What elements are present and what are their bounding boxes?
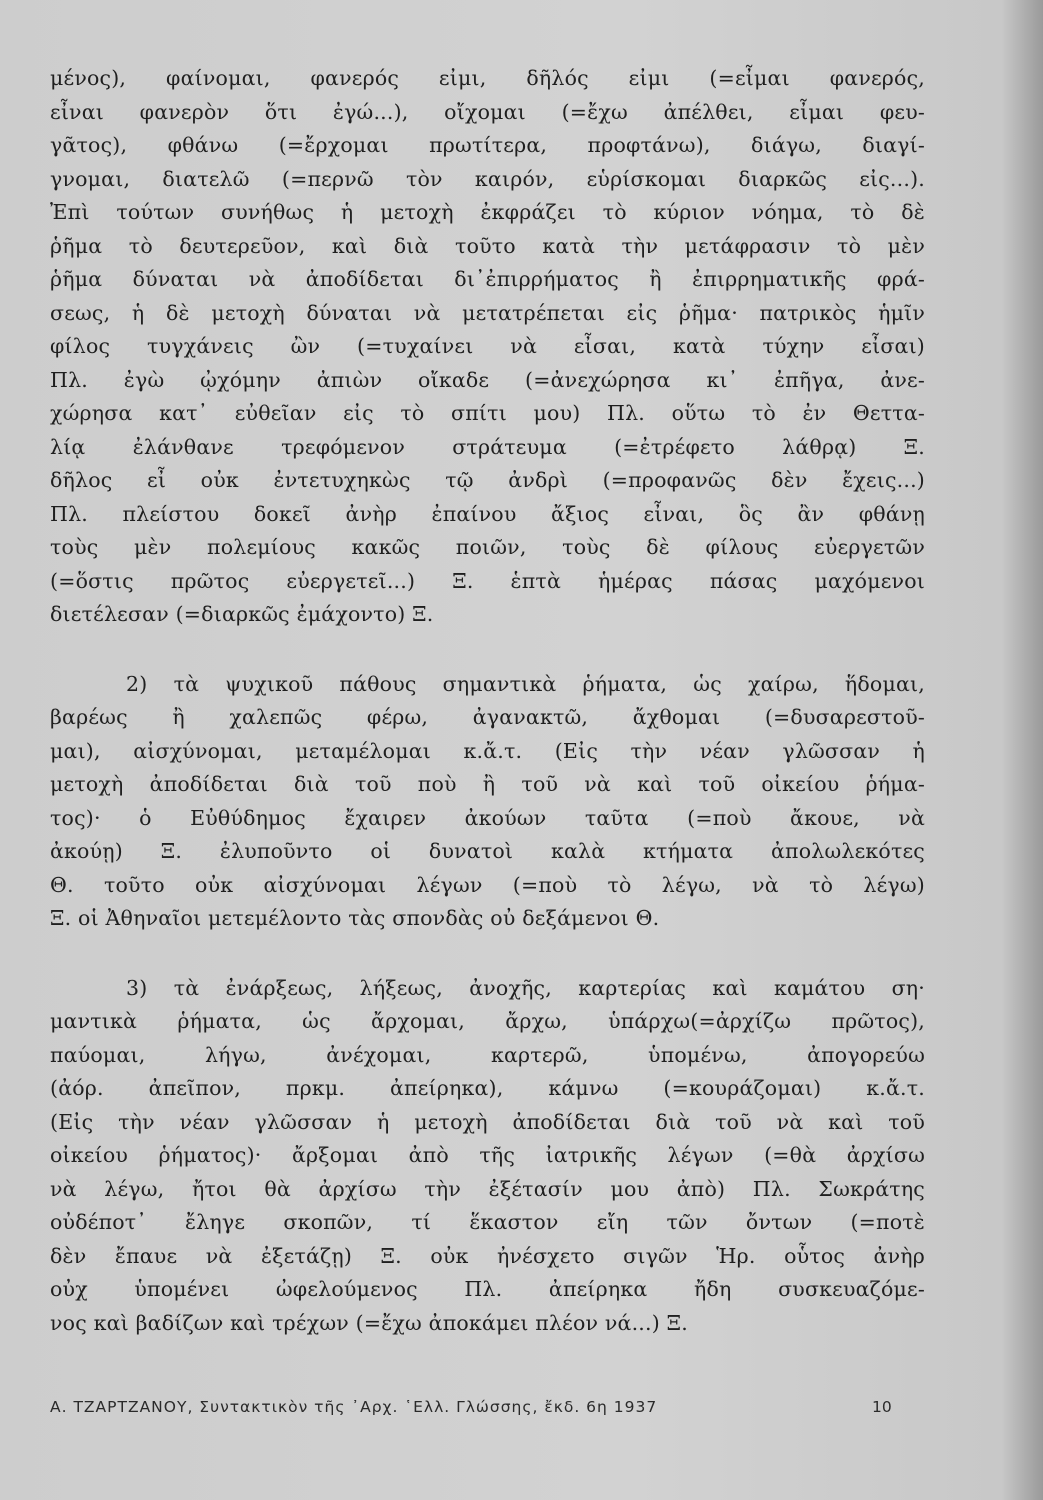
text-line: μαντικὰ ῥήματα, ὡς ἄρχομαι, ἄρχω, ὑπάρχω(=ἀρχίζω πρῶτος), xyxy=(50,1009,925,1033)
text-line: γᾶτος), φθάνω (=ἔρχομαι πρωτίτερα, προφτάνω), διάγω, διαγί- xyxy=(50,133,925,157)
text-line: Ξ. οἱ Ἀθηναῖοι μετεμέλοντο τὰς σπονδὰς οὐ δεξάμενοι Θ. xyxy=(50,906,660,930)
text-line: μετοχὴ ἀποδίδεται διὰ τοῦ ποὺ ἢ τοῦ νὰ καὶ τοῦ οἰκείου ῥήμα- xyxy=(50,772,925,796)
text-line: ἀκούῃ) Ξ. ἐλυποῦντο οἱ δυνατοὶ καλὰ κτήματα ἀπολωλεκότες xyxy=(50,839,925,863)
text-line: μαι), αἰσχύνομαι, μεταμέλομαι κ.ἄ.τ. (Εἰς τὴν νέαν γλῶσσαν ἡ xyxy=(50,738,925,763)
text-line: (=ὅστις πρῶτος εὐεργετεῖ...) Ξ. ἑπτὰ ἡμέρας πάσας μαχόμενοι xyxy=(50,568,925,593)
text-line: οἰκείου ῥήματος)· ἄρξομαι ἀπὸ τῆς ἰατρικῆς λέγων (=θὰ ἀρχίσω xyxy=(50,1143,925,1167)
text-line: 3) τὰ ἐνάρξεως, λήξεως, ἀνοχῆς, καρτερίας καὶ καμάτου ση· xyxy=(126,975,925,1000)
body-text xyxy=(50,62,925,1340)
paragraph-1 xyxy=(50,62,925,632)
text-line: λίᾳ ἐλάνθανε τρεφόμενον στράτευμα (=ἐτρέφετο λάθρᾳ) Ξ. xyxy=(50,434,925,459)
page-number: 10 xyxy=(872,1398,892,1416)
text-line: ῥῆμα τὸ δευτερεῦον, καὶ διὰ τοῦτο κατὰ τὴν μετάφρασιν τὸ μὲν xyxy=(50,233,925,258)
text-line: ῥῆμα δύναται νὰ ἀποδίδεται δι᾽ἐπιρρήματος ἢ ἐπιρρηματικῆς φρά- xyxy=(50,267,925,291)
text-line: φίλος τυγχάνεις ὢν (=τυχαίνει νὰ εἶσαι, κατὰ τύχην εἶσαι) xyxy=(50,334,925,358)
text-line: Πλ. ἐγὼ ᾠχόμην ἀπιὼν οἴκαδε (=ἀνεχώρησα κι᾽ ἐπῆγα, ἀνε- xyxy=(50,367,925,392)
text-line: σεως, ἡ δὲ μετοχὴ δύναται νὰ μετατρέπεται εἰς ῥῆμα· πατρικὸς ἡμῖν xyxy=(50,300,925,325)
text-line: διετέλεσαν (=διαρκῶς ἐμάχοντο) Ξ. xyxy=(50,602,434,626)
text-line: χώρησα κατ᾽ εὐθεῖαν εἰς τὸ σπίτι μου) Πλ. οὕτω τὸ ἐν Θεττα- xyxy=(50,401,925,425)
paragraph-3 xyxy=(50,972,925,1341)
paragraph-2 xyxy=(50,668,925,936)
text-line: τοὺς μὲν πολεμίους κακῶς ποιῶν, τοὺς δὲ φίλους εὐεργετῶν xyxy=(50,535,925,559)
text-line: Πλ. πλείστου δοκεῖ ἀνὴρ ἐπαίνου ἄξιος εἶναι, ὃς ἂν φθάνῃ xyxy=(50,501,925,526)
text-line: Θ. τοῦτο οὐκ αἰσχύνομαι λέγων (=ποὺ τὸ λέγω, νὰ τὸ λέγω) xyxy=(50,872,925,897)
text-line: παύομαι, λήγω, ἀνέχομαι, καρτερῶ, ὑπομένω, ἀπογορεύω xyxy=(50,1042,925,1067)
footer-citation: Α. ΤΖΑΡΤΖΑΝΟΥ, Συντακτικὸν τῆς ᾿Αρχ. ῾Ελλ. Γλώσσης, ἔκδ. 6η 1937 xyxy=(50,1398,658,1416)
text-line: νος καὶ βαδίζων καὶ τρέχων (=ἔχω ἀποκάμει πλέον νά...) Ξ. xyxy=(50,1310,688,1335)
text-line: (Εἰς τὴν νέαν γλῶσσαν ἡ μετοχὴ ἀποδίδεται διὰ τοῦ νὰ καὶ τοῦ xyxy=(50,1109,925,1134)
text-line: 2) τὰ ψυχικοῦ πάθους σημαντικὰ ῥήματα, ὡς χαίρω, ἥδομαι, xyxy=(126,671,925,696)
text-line: (ἀόρ. ἀπεῖπον, πρκμ. ἀπείρηκα), κάμνω (=κουράζομαι) κ.ἄ.τ. xyxy=(50,1076,925,1100)
text-line: βαρέως ἢ χαλεπῶς φέρω, ἀγανακτῶ, ἄχθομαι (=δυσαρεστοῦ- xyxy=(50,705,925,729)
text-line: δῆλος εἶ οὐκ ἐντετυχηκὼς τῷ ἀνδρὶ (=προφανῶς δὲν ἔχεις...) xyxy=(50,468,925,492)
text-line: νὰ λέγω, ἤτοι θὰ ἀρχίσω τὴν ἐξέτασίν μου ἀπὸ) Πλ. Σωκράτης xyxy=(50,1176,925,1201)
text-line: γνομαι, διατελῶ (=περνῶ τὸν καιρόν, εὑρίσκομαι διαρκῶς εἰς...). xyxy=(50,166,925,191)
text-line: δὲν ἔπαυε νὰ ἐξετάζῃ) Ξ. οὐκ ἠνέσχετο σιγῶν Ἡρ. οὗτος ἀνὴρ xyxy=(50,1243,925,1268)
text-line: οὐχ ὑπομένει ὠφελούμενος Πλ. ἀπείρηκα ἤδη συσκευαζόμε- xyxy=(50,1277,925,1301)
text-line: οὐδέποτ᾽ ἔληγε σκοπῶν, τί ἕκαστον εἴη τῶν ὄντων (=ποτὲ xyxy=(50,1210,925,1234)
text-line: μένος), φαίνομαι, φανερός εἰμι, δῆλός εἰμι (=εἶμαι φανερός, xyxy=(50,66,925,90)
text-line: Ἐπὶ τούτων συνήθως ἡ μετοχὴ ἐκφράζει τὸ κύριον νόημα, τὸ δὲ xyxy=(50,200,925,224)
text-line: εἶναι φανερὸν ὅτι ἐγώ...), οἴχομαι (=ἔχω ἀπέλθει, εἶμαι φευ- xyxy=(50,99,925,124)
text-line: τος)· ὁ Εὐθύδημος ἔχαιρεν ἀκούων ταῦτα (=ποὺ ἄκουε, νὰ xyxy=(50,805,925,830)
